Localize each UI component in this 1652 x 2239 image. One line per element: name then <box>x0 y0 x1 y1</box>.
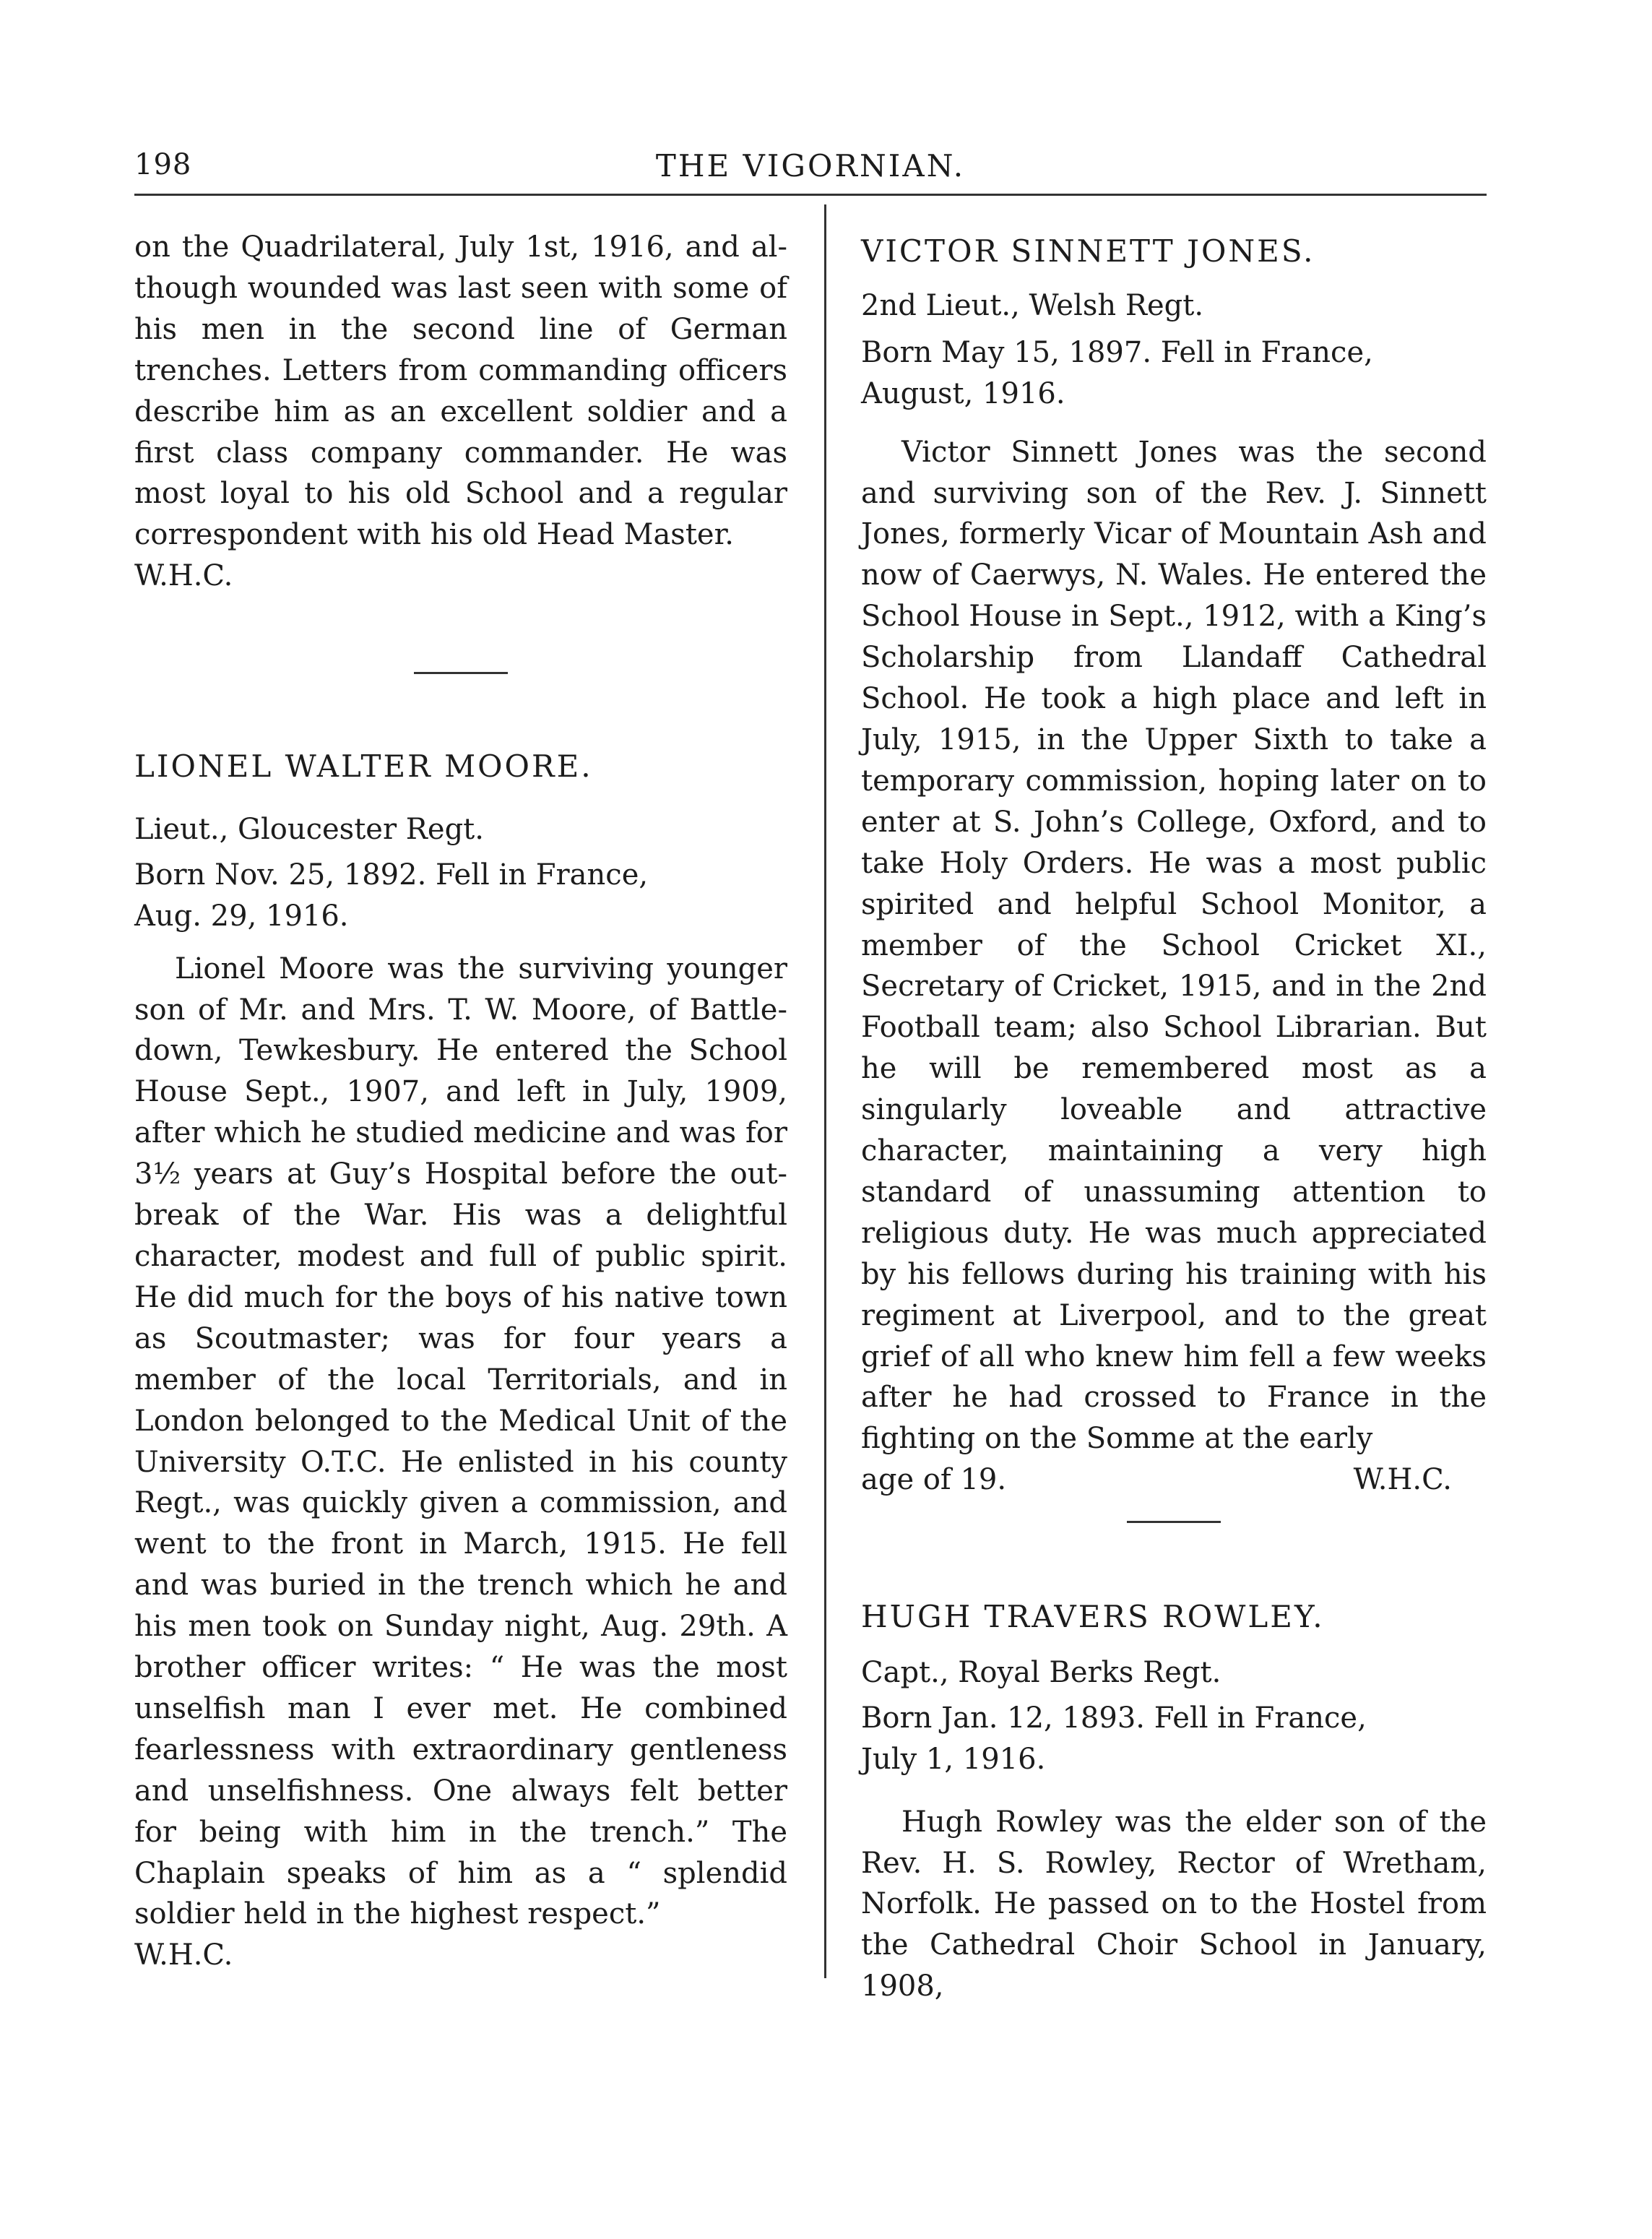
obituary-rank: 2nd Lieut., Welsh Regt. <box>861 288 1204 322</box>
separator-dash <box>414 672 508 674</box>
obituary-last-line-text: age of 19. <box>861 1463 1007 1497</box>
continuation-paragraph: on the Quadrilateral, July 1st, 1916, and although wounded was last seen with some of his men in the second line of German trenches. Letters from commanding officers describe him as an excellent soldier and a first class company commander. He was most loyal to his old School and a regular correspondent with his old Head Master. <box>134 230 787 552</box>
obituary-body: Victor Sinnett Jones was the second and surviving son of the Rev. J. Sinnett Jones, formerly Vicar of Mountain Ash and now of Caerwys, N. Wales. He entered the School House in Sept., 1912, with a King’s Scholarship from Llandaff Cathedral School. He took a high place and left in July, 1915, in the Upper Sixth to take a temporary commission, hoping later on to enter at S. John’s College, Oxford, and to take Holy Orders. He was a most public spirited and helpful School Monitor, a member of the School Cricket XI., Secretary of Cricket, 1915, and in the 2nd Football team; also School Librarian. But he will be remembered most as a singularly loveable and attractive character, maintaining a very high standard of unassuming attention to religious duty. He was much appreciated by his fellows during his training with his regiment at Liverpool, and to the great grief of all who knew him fell a few weeks after he had crossed to France in the fighting on the Somme at the early <box>861 435 1487 1456</box>
obituary-body: Hugh Rowley was the elder son of the Rev. H. S. Rowley, Rector of Wretham, Norfolk. He passed on to the Hostel from the Cathedral Choir School in January, 1908, <box>861 1805 1487 2003</box>
obituary-moore <box>134 746 787 1976</box>
page-number: 198 <box>134 148 192 181</box>
section-separator <box>861 1521 1487 1523</box>
section-separator <box>134 672 787 674</box>
obituary-last-line <box>861 1459 1487 1501</box>
obituary-body: Lionel Moore was the surviving younger son of Mr. and Mrs. T. W. Moore, of Battledown, Tewkesbury. He entered the School House Sept., 1907, and left in July, 1909, after which he studied medicine and was for 3½ years at Guy’s Hospital before the outbreak of the War. His was a delightful character, modest and full of public spirit. He did much for the boys of his native town as Scoutmaster; was for four years a member of the local Territorials, and in London belonged to the Medical Unit of the University O.T.C. He enlisted in his county Regt., was quickly given a commission, and went to the front in March, 1915. He fell and was buried in the trench which he and his men took on Sunday night, Aug. 29th. A brother officer writes: “ He was the most unselfish man I ever met. He combined fearlessness with extraordinary gentleness and unselfishness. One always felt better for being with him in the trench.” The Chaplain speaks of him as a “ splendid soldier held in the highest respect.” <box>134 952 787 1931</box>
obituary-jones <box>861 231 1487 1501</box>
obituary-born-line-1: Born Jan. 12, 1893. Fell in France, <box>861 1701 1367 1735</box>
obituary-signature: W.H.C. <box>1353 1463 1452 1497</box>
page-header <box>134 148 1487 191</box>
obituary-name: HUGH TRAVERS ROWLEY. <box>861 1599 1325 1634</box>
obituary-born-line-2: Aug. 29, 1916. <box>134 899 349 933</box>
separator-dash <box>1127 1521 1221 1523</box>
obituary-signature: W.H.C. <box>134 1938 233 1972</box>
obituary-born-line-2: July 1, 1916. <box>861 1742 1046 1776</box>
obituary-rank: Lieut., Gloucester Regt. <box>134 812 484 846</box>
obituary-rank: Capt., Royal Berks Regt. <box>861 1655 1221 1689</box>
obituary-born-line-1: Born Nov. 25, 1892. Fell in France, <box>134 858 649 892</box>
continuation-signature: W.H.C. <box>134 559 233 593</box>
obituary-name: LIONEL WALTER MOORE. <box>134 749 593 784</box>
obituary-rowley <box>861 1597 1487 2007</box>
column-divider <box>824 204 826 1978</box>
obituary-name: VICTOR SINNETT JONES. <box>861 233 1315 269</box>
obituary-born-line-1: Born May 15, 1897. Fell in France, <box>861 335 1373 369</box>
obituary-born-line-2: August, 1916. <box>861 376 1065 410</box>
header-rule <box>134 194 1487 196</box>
continuation-block <box>134 227 787 597</box>
running-title: THE VIGORNIAN. <box>655 148 966 184</box>
